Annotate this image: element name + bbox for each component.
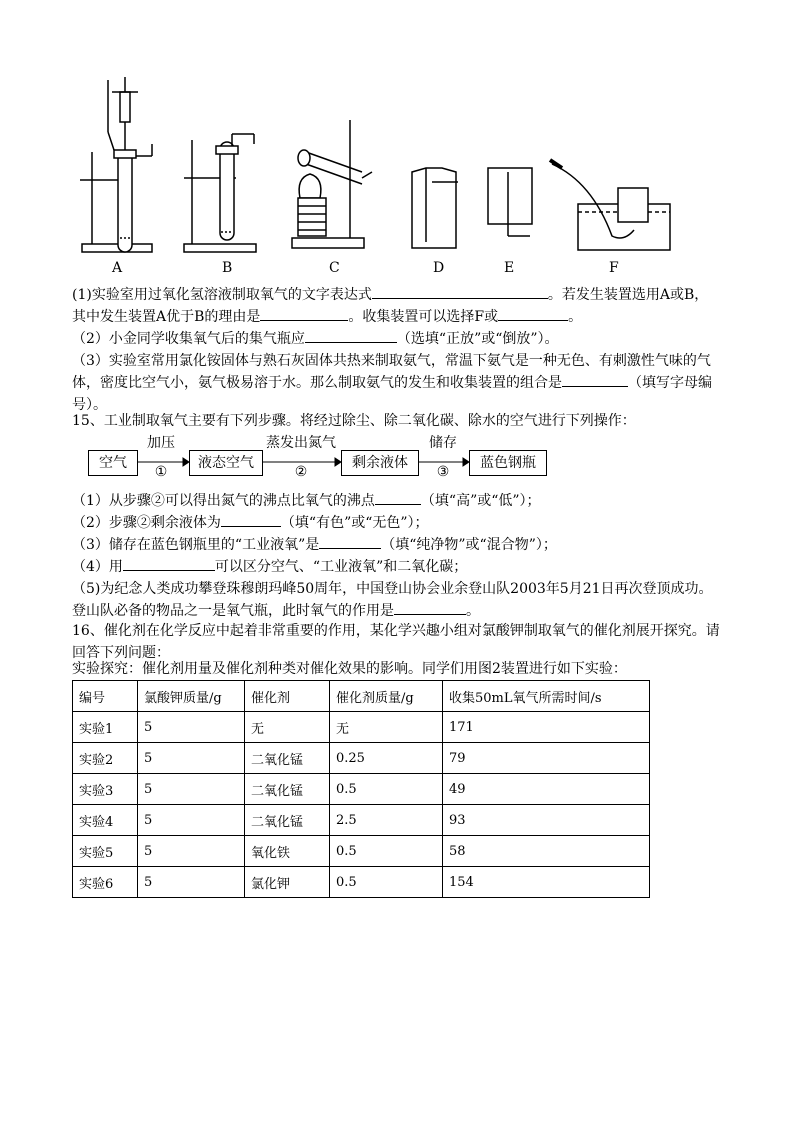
apparatus-c bbox=[292, 120, 372, 248]
q14-part3: （3）实验室常用氯化铵固体与熟石灰固体共热来制取氨气，常温下氨气是一种无色、有刺激性气味的气 体，密度比空气小，氨气极易溶于水。那么制取氨气的发生和收集装置的组合是 （填写字母编 号）。 bbox=[72, 353, 712, 413]
blank-2[interactable] bbox=[260, 306, 348, 321]
step-1: ① bbox=[154, 464, 168, 480]
flow-box-liquid-air: 液态空气 bbox=[189, 450, 263, 476]
step-2: ② bbox=[294, 464, 308, 480]
blank-7[interactable] bbox=[221, 512, 281, 527]
label-b: B bbox=[222, 260, 233, 276]
blank-9[interactable] bbox=[123, 556, 215, 571]
table-row: 实验6 5 氯化钾 0.5 154 bbox=[73, 867, 650, 898]
op-evaporate-nitrogen: 蒸发出氮气 bbox=[266, 435, 336, 451]
q16-explore: 实验探究：催化剂用量及催化剂种类对催化效果的影响。同学们用图2装置进行如下实验： bbox=[72, 661, 627, 677]
apparatus-f bbox=[550, 160, 670, 250]
header-id: 编号 bbox=[73, 681, 138, 712]
apparatus-b bbox=[184, 134, 256, 252]
blank-5[interactable] bbox=[562, 372, 628, 387]
q14-part1: (1)实验室用过氧化氢溶液制取氧气的文字表达式 。若发生装置选用A或B， 其中发生装置A优于B的理由是 。收集装置可以选择F或 。 bbox=[72, 284, 732, 328]
blank-1[interactable] bbox=[372, 284, 548, 299]
flow-box-remaining-liquid: 剩余液体 bbox=[341, 450, 419, 476]
flow-box-air: 空气 bbox=[88, 450, 138, 476]
process-flow bbox=[88, 435, 588, 482]
header-time: 收集50mL氧气所需时间/s bbox=[443, 681, 650, 712]
q16-intro: 16、催化剂在化学反应中起着非常重要的作用，某化学兴趣小组对氯酸钾制取氧气的催化剂展开探究。请 回答下列问题： bbox=[72, 623, 720, 661]
q15-sub5: （5)为纪念人类成功攀登珠穆朗玛峰50周年，中国登山协会业余登山队2003年5月21日再次登顶成功。 登山队必备的物品之一是氧气瓶，此时氧气的作用是 。 bbox=[72, 581, 713, 619]
q14-part2: （2）小金同学收集氧气后的集气瓶应 （选填“正放”或“倒放”）。 bbox=[72, 328, 732, 350]
table-row: 实验3 5 二氧化锰 0.5 49 bbox=[73, 774, 650, 805]
q15-sub2: （2）步骤②剩余液体为 （填“有色”或“无色”）； bbox=[72, 512, 732, 534]
table-row: 实验5 5 氧化铁 0.5 58 bbox=[73, 836, 650, 867]
table-row: 实验4 5 二氧化锰 2.5 93 bbox=[73, 805, 650, 836]
blank-3[interactable] bbox=[498, 306, 568, 321]
table-row: 实验1 5 无 无 171 bbox=[73, 712, 650, 743]
header-catalyst: 催化剂 bbox=[245, 681, 330, 712]
table-header-row bbox=[73, 681, 650, 712]
blank-10[interactable] bbox=[394, 600, 466, 615]
apparatus-a bbox=[80, 77, 152, 252]
header-catalyst-mass: 催化剂质量/g bbox=[330, 681, 443, 712]
blank-4[interactable] bbox=[305, 328, 397, 343]
experiment-table bbox=[72, 680, 650, 898]
step-3: ③ bbox=[436, 464, 450, 480]
q15-sub4: （4）用 可以区分空气、“工业液氧”和二氧化碳； bbox=[72, 556, 732, 578]
table-row: 实验2 5 二氧化锰 0.25 79 bbox=[73, 743, 650, 774]
q15-intro: 15、工业制取氧气主要有下列步骤。将经过除尘、除二氧化碳、除水的空气进行下列操作： bbox=[72, 413, 636, 429]
label-a: A bbox=[112, 260, 123, 276]
apparatus-d bbox=[412, 168, 458, 248]
op-store: 储存 bbox=[429, 435, 457, 451]
apparatus-figure bbox=[72, 72, 732, 282]
q15-sub1: （1）从步骤②可以得出氮气的沸点比氧气的沸点 （填“高”或“低”）； bbox=[72, 490, 732, 512]
flow-box-blue-cylinder: 蓝色钢瓶 bbox=[469, 450, 547, 476]
op-pressurize: 加压 bbox=[147, 435, 175, 451]
blank-6[interactable] bbox=[375, 490, 421, 505]
q15-sub3: （3）储存在蓝色钢瓶里的“工业液氧”是 （填“纯净物”或“混合物”）； bbox=[72, 534, 732, 556]
label-c: C bbox=[329, 260, 340, 276]
label-d: D bbox=[433, 260, 445, 276]
blank-8[interactable] bbox=[319, 534, 381, 549]
label-e: E bbox=[504, 260, 515, 276]
label-f: F bbox=[609, 260, 619, 276]
apparatus-drawing bbox=[72, 72, 732, 282]
header-kclo3-mass: 氯酸钾质量/g bbox=[138, 681, 245, 712]
apparatus-e bbox=[488, 168, 532, 236]
